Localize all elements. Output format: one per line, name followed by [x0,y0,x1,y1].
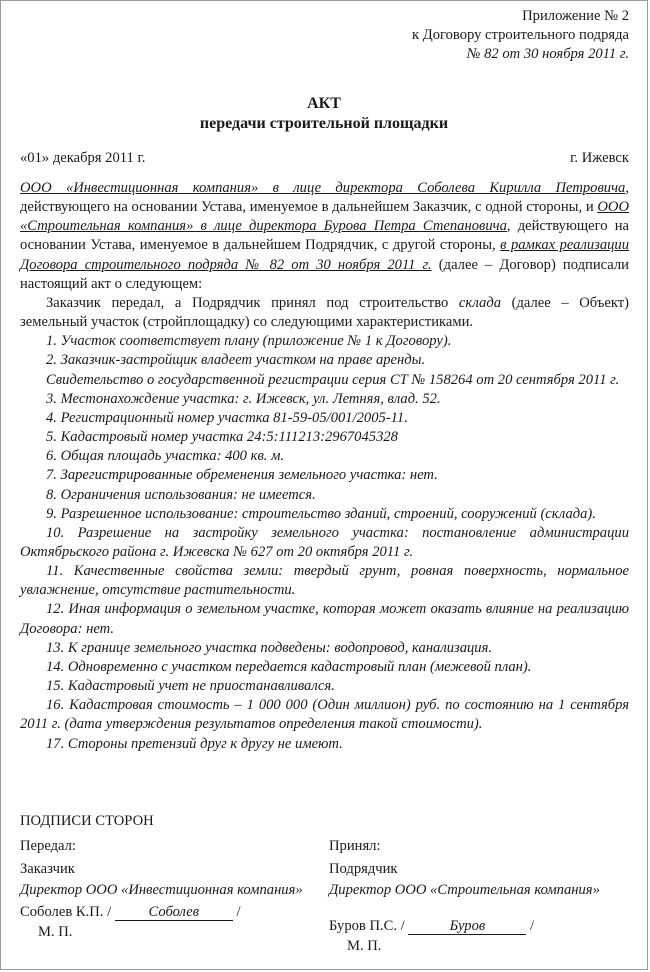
contractor-basis: , действующего на основании Устава, именуемое в дальнейшем Подрядчик, с другой стороны, [20,218,629,254]
contractor-stamp: М. П. [347,938,382,954]
item-3: 3. Местонахождение участка: г. Ижевск, ул. Летняя, влад. 52. [46,390,441,407]
title-act: АКТ [307,95,341,112]
appendix-reference [412,7,629,64]
customer-signature-line [20,902,310,922]
customer-slash: / [236,904,241,920]
item-15: 15. Кадастровый учет не приостанавливался. [46,678,335,695]
document-body [20,179,629,754]
customer-action: Передал: [20,838,76,854]
contractor-slash: / [530,918,535,934]
item-certificate: Свидетельство о государственной регистрации серия СТ № 158264 от 20 сентября 2011 г. [46,371,620,388]
item-17: 17. Стороны претензий друг к другу не имеют. [46,735,343,752]
signature-block-contractor [329,836,639,956]
customer-basis: , действующего на основании Устава, именуемое в дальнейшем Заказчик, с одной стороны, и [20,180,629,216]
appendix-contract: к Договору строительного подряда [412,27,629,43]
transfer-object: склада [458,294,502,311]
title-subject: передачи строительной площадки [199,115,449,132]
item-4: 4. Регистрационный номер участка 81-59-05/001/2005-11. [46,409,408,426]
contractor-action: Принял: [329,838,381,854]
customer-name: Соболев К.П. / [20,904,112,920]
item-6: 6. Общая площадь участка: 400 кв. м. [46,448,285,465]
customer-position: Директор ООО «Инвестиционная компания» [20,882,303,898]
item-13: 13. К границе земельного участка подведены: водопровод, канализация. [46,639,493,656]
document-date: «01» декабря 2011 г. [20,150,146,166]
customer-stamp: М. П. [38,924,73,940]
contractor-role: Подрядчик [329,861,398,877]
item-12: 12. Иная информация о земельном участке, которая может оказать влияние на реализацию Договора: нет. [20,601,629,637]
customer-party: ООО «Инвестиционная компания» в лице директора Соболева Кирилла Петровича [20,180,626,196]
customer-signature: Соболев [115,905,233,921]
contractor-party: ООО «Строительная компания» в лице директора Бурова Петра Степановича [20,199,629,235]
item-10: 10. Разрешение на застройку земельного участка: постановление администрации Октябрьского района г. Ижевска № 627 от 20 октября 2011 г. [20,524,629,560]
item-7: 7. Зарегистрированные обременения земельного участка: нет. [46,467,438,484]
contractor-name: Буров П.С. / [329,918,405,934]
item-2: 2. Заказчик-застройщик владеет участком на праве аренды. [46,352,426,369]
contractor-signature-line [329,916,639,936]
item-16: 16. Кадастровая стоимость – 1 000 000 (Один миллион) руб. по состоянию на 1 сентября 2011 г. (дата утверждения результатов определения такой стоимости). [20,697,629,733]
transfer-paragraph [20,294,629,332]
contract-reference: в рамках реализации Договора строительного подряда № 82 от 30 ноября 2011 г. [20,237,630,273]
item-8: 8. Ограничения использования: не имеется. [46,486,316,503]
item-1: 1. Участок соответствует плану (приложение № 1 к Договору). [46,333,452,350]
appendix-number: Приложение № 2 [522,8,629,24]
contractor-position: Директор ООО «Строительная компания» [329,882,600,898]
signatures-title: ПОДПИСИ СТОРОН [20,813,154,829]
item-5: 5. Кадастровый номер участка 24:5:111213:2967045328 [46,429,398,446]
date-place-row [20,150,629,167]
customer-role: Заказчик [20,861,75,877]
contractor-signature: Буров [408,919,526,935]
document-title [1,94,647,134]
intro-paragraph [20,179,629,294]
appendix-contract-number: № 82 от 30 ноября 2011 г. [466,46,629,62]
item-9: 9. Разрешенное использование: строительство зданий, строений, сооружений (склада). [46,505,596,522]
signature-block-customer [20,836,310,942]
transfer-text-a: Заказчик передал, а Подрядчик принял под строительство [46,294,459,311]
item-11: 11. Качественные свойства земли: твердый грунт, ровная поверхность, нормальное увлажнение, отсутствие растительности. [20,563,629,599]
intro-ending: (далее – Договор) подписали настоящий акт о следующем: [20,256,629,292]
document-city: г. Ижевск [570,150,629,166]
item-14: 14. Одновременно с участком передается кадастровый план (межевой план). [46,658,532,675]
transfer-text-c: (далее – Объект) земельный участок (стройплощадку) со следующими характеристиками. [20,294,630,331]
